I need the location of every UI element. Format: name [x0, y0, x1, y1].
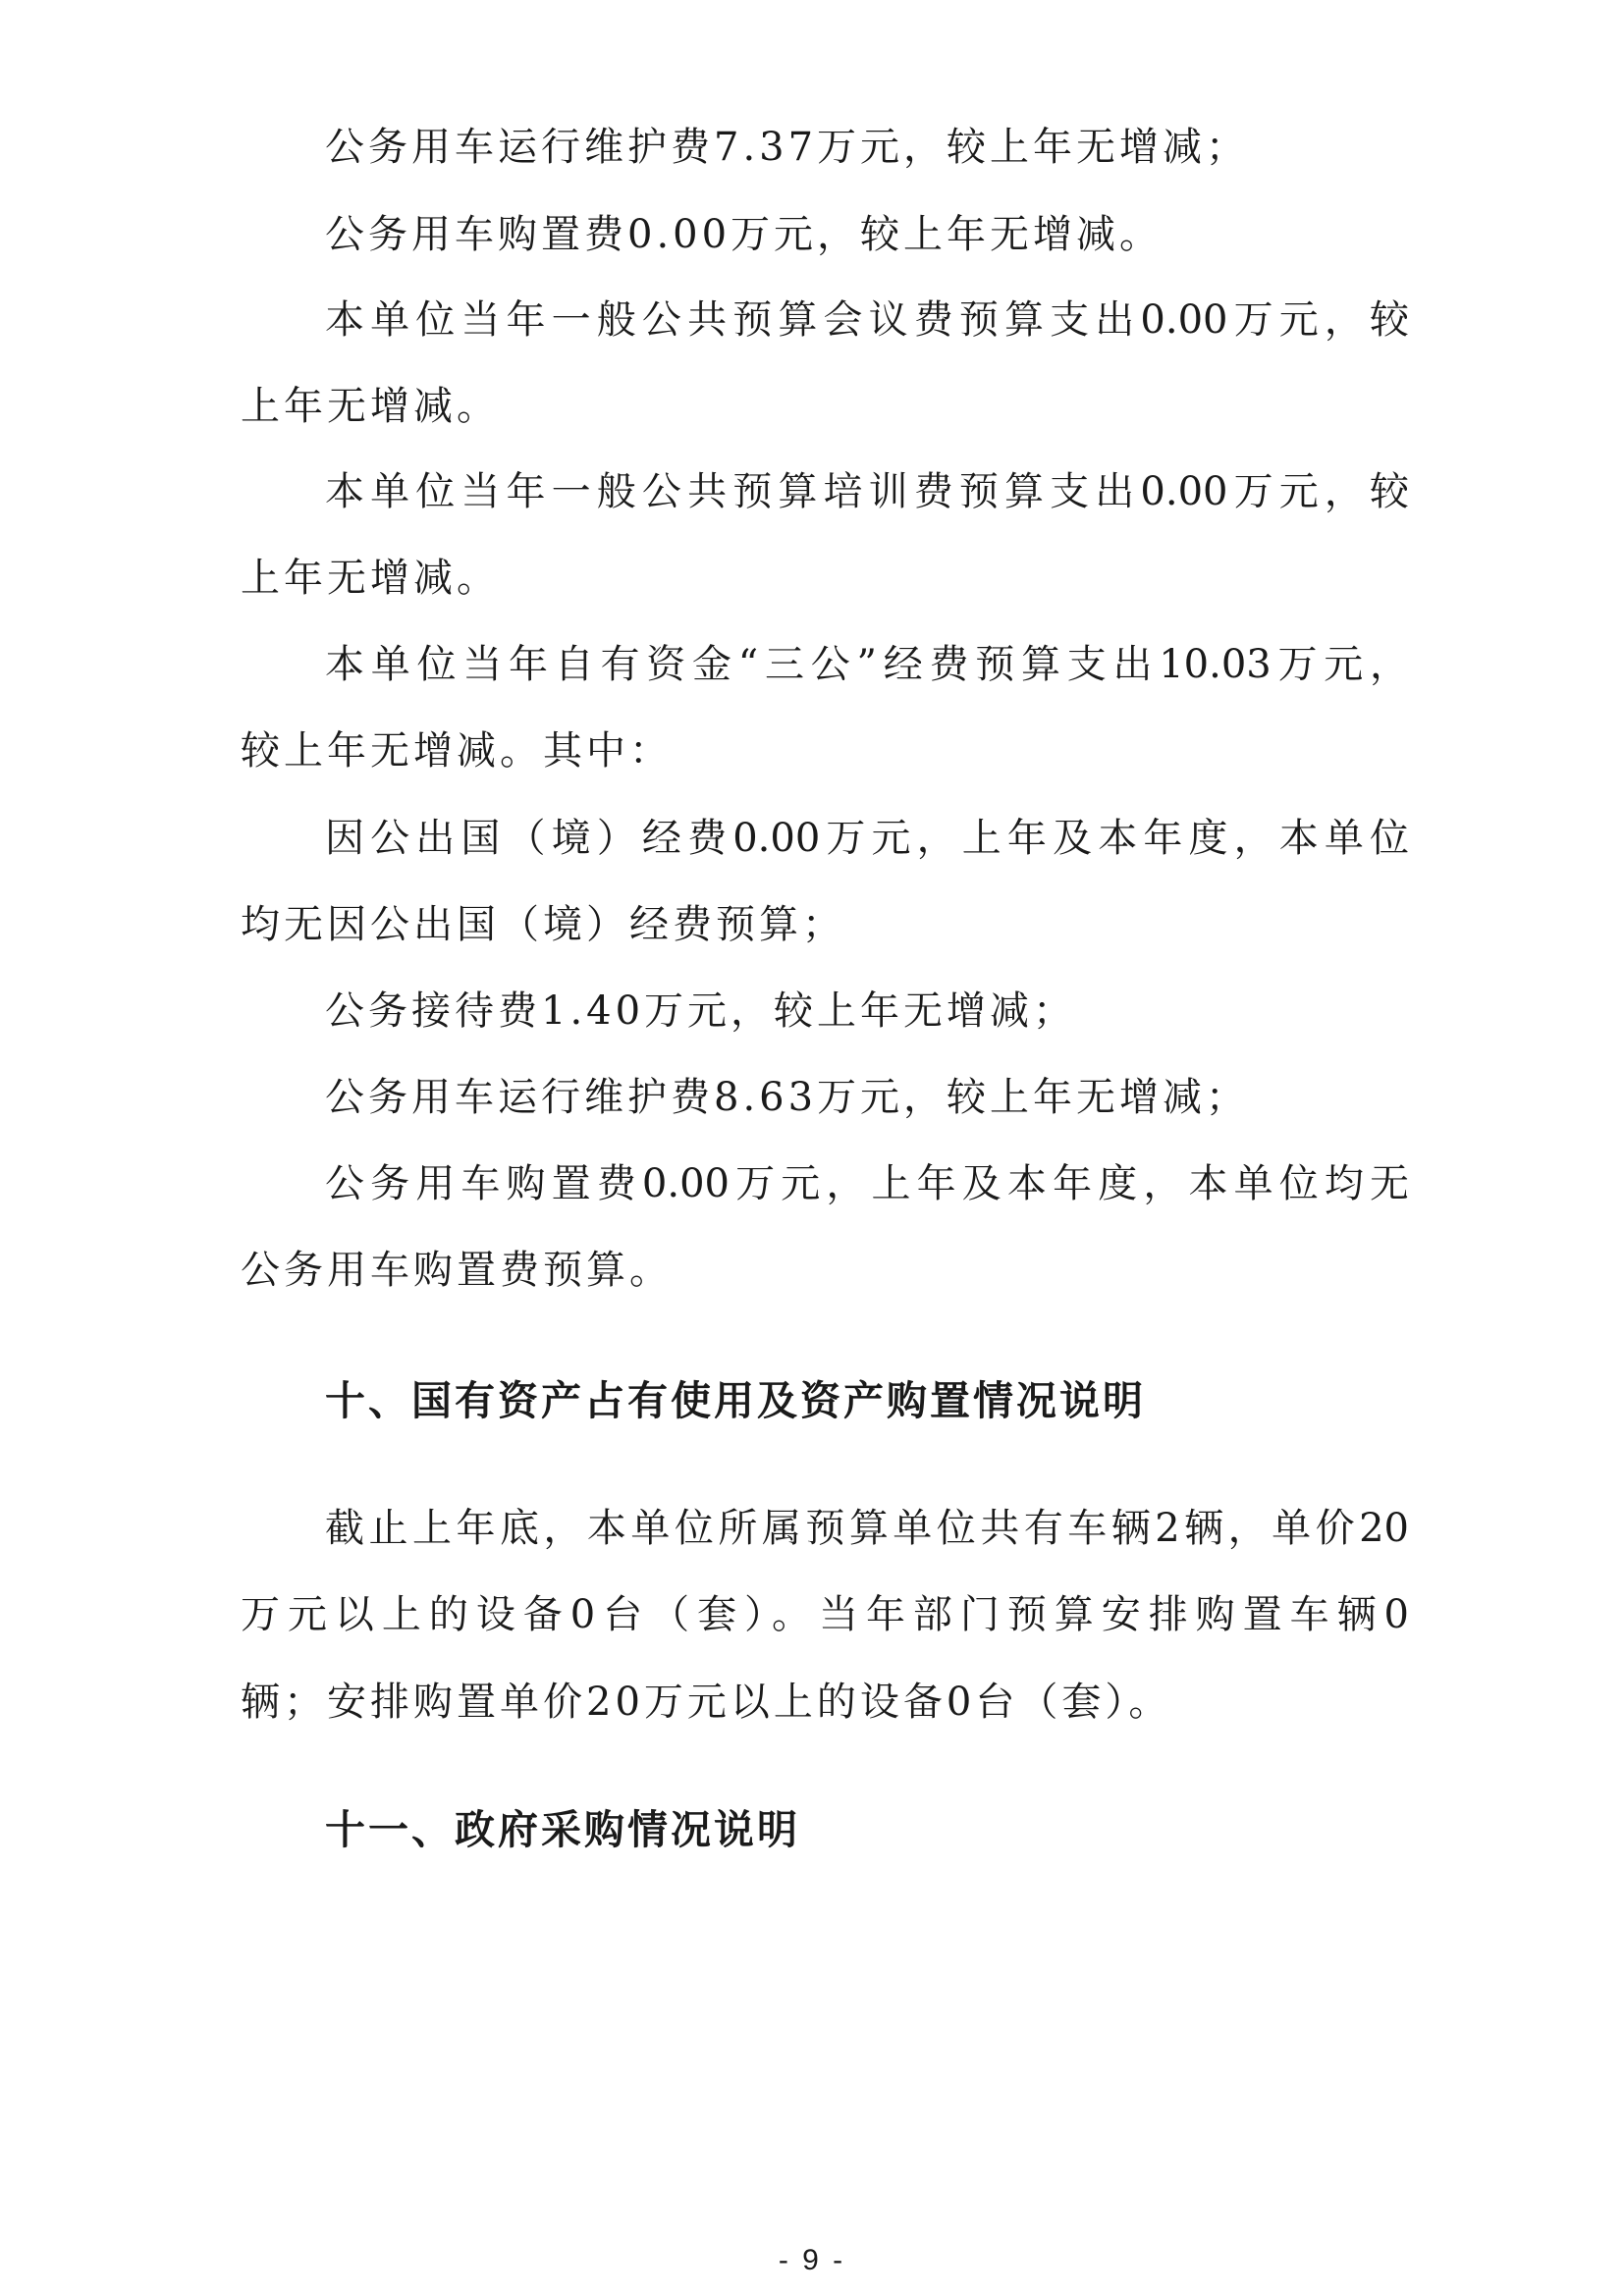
paragraph-line: 公务接待费1.40万元，较上年无增减；	[325, 988, 1077, 1034]
paragraph-line: 较上年无增减。其中：	[241, 728, 673, 774]
section-heading-assets: 十、国有资产占有使用及资产购置情况说明	[325, 1377, 1146, 1424]
paragraph-line: 因公出国（境）经费0.00万元，上年及本年度，本单位	[325, 816, 1409, 861]
section-heading-procurement: 十一、政府采购情况说明	[325, 1806, 800, 1853]
page-number: - 9 -	[778, 2244, 846, 2276]
paragraph-line: 公务用车运行维护费7.37万元，较上年无增减；	[325, 125, 1250, 170]
paragraph-line: 本单位当年一般公共预算培训费预算支出0.00万元，较	[325, 469, 1409, 514]
paragraph-line: 辆；安排购置单价20万元以上的设备0台（套）。	[241, 1680, 1172, 1725]
paragraph-line: 万元以上的设备0台（套）。当年部门预算安排购置车辆0	[241, 1592, 1409, 1637]
paragraph-line: 公务用车购置费预算。	[241, 1248, 673, 1293]
paragraph-line: 本单位当年自有资金“三公”经费预算支出10.03万元，	[325, 642, 1409, 687]
paragraph-line: 截止上年底，本单位所属预算单位共有车辆2辆，单价20	[325, 1506, 1409, 1551]
paragraph-line: 均无因公出国（境）经费预算；	[241, 902, 845, 947]
paragraph-line: 本单位当年一般公共预算会议费预算支出0.00万元，较	[325, 297, 1409, 343]
paragraph-line: 上年无增减。	[241, 384, 500, 429]
paragraph-line: 上年无增减。	[241, 556, 500, 601]
paragraph-line: 公务用车购置费0.00万元，较上年无增减。	[325, 212, 1164, 257]
paragraph-line: 公务用车购置费0.00万元，上年及本年度，本单位均无	[325, 1161, 1409, 1206]
paragraph-line: 公务用车运行维护费8.63万元，较上年无增减；	[325, 1075, 1250, 1120]
